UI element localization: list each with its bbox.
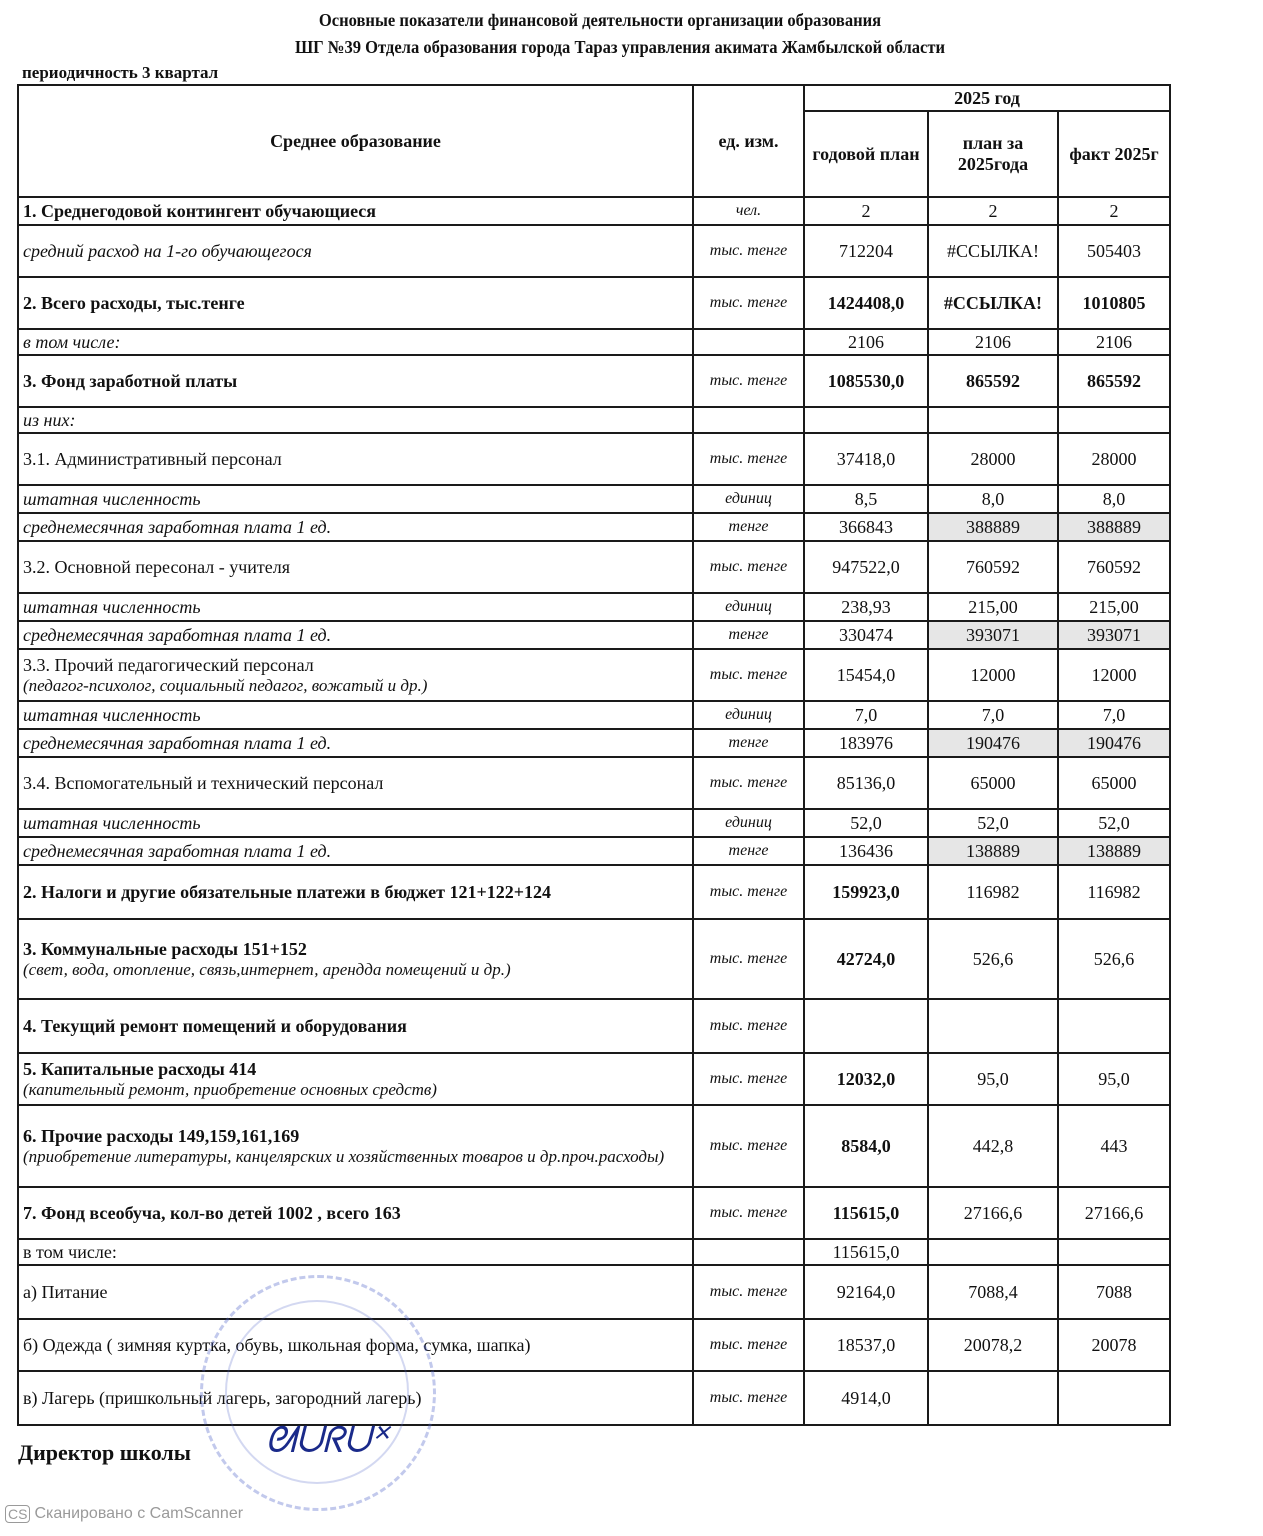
row-label-text: а) Питание	[23, 1281, 108, 1302]
row-label-note: (приобретение литературы, канцелярских и хозяйственных товаров и др.проч.расходы)	[23, 1146, 665, 1166]
row-label-text: 3. Коммунальные расходы 151+152	[23, 938, 307, 959]
fact-2025-cell: 138889	[1058, 837, 1170, 865]
row-label-text: 3.3. Прочий педагогический персонал	[23, 654, 314, 675]
annual-plan-cell: 15454,0	[804, 649, 928, 701]
fact-2025-cell: 215,00	[1058, 593, 1170, 621]
fact-2025-cell: 7,0	[1058, 701, 1170, 729]
annual-plan-cell	[804, 407, 928, 433]
row-label	[18, 355, 693, 407]
table-row	[18, 701, 1170, 729]
fact-2025-cell: 505403	[1058, 225, 1170, 277]
fact-2025-cell: 760592	[1058, 541, 1170, 593]
plan-2025-cell: 138889	[928, 837, 1058, 865]
unit-cell: тыс. тенге	[693, 541, 804, 593]
plan-2025-cell: 2106	[928, 329, 1058, 355]
row-label	[18, 919, 693, 999]
table-row	[18, 649, 1170, 701]
unit-cell	[693, 1239, 804, 1265]
table-row	[18, 277, 1170, 329]
plan-2025-cell: 28000	[928, 433, 1058, 485]
table-row	[18, 485, 1170, 513]
header-plan-2025: план за 2025года	[928, 111, 1058, 197]
row-label	[18, 197, 693, 225]
table-row	[18, 757, 1170, 809]
plan-2025-cell	[928, 1371, 1058, 1425]
annual-plan-cell: 12032,0	[804, 1053, 928, 1105]
fact-2025-cell: 443	[1058, 1105, 1170, 1187]
row-label-note: (капительный ремонт, приобретение основных средств)	[23, 1079, 437, 1099]
plan-2025-cell: 116982	[928, 865, 1058, 919]
plan-2025-cell: 215,00	[928, 593, 1058, 621]
annual-plan-cell: 1085530,0	[804, 355, 928, 407]
unit-cell: тыс. тенге	[693, 1053, 804, 1105]
row-label-note: (педагог-психолог, социальный педагог, вожатый и др.)	[23, 675, 428, 695]
unit-cell: тенге	[693, 729, 804, 757]
annual-plan-cell	[804, 999, 928, 1053]
plan-2025-cell: 52,0	[928, 809, 1058, 837]
table-row	[18, 1239, 1170, 1265]
row-label	[18, 433, 693, 485]
unit-cell: единиц	[693, 701, 804, 729]
unit-cell	[693, 407, 804, 433]
unit-cell: тыс. тенге	[693, 757, 804, 809]
fact-2025-cell: 12000	[1058, 649, 1170, 701]
fact-2025-cell: 526,6	[1058, 919, 1170, 999]
table-row	[18, 919, 1170, 999]
table-row	[18, 197, 1170, 225]
camscanner-logo-icon: CS	[5, 1505, 30, 1523]
unit-cell: тыс. тенге	[693, 1371, 804, 1425]
annual-plan-cell: 238,93	[804, 593, 928, 621]
fact-2025-cell: 65000	[1058, 757, 1170, 809]
annual-plan-cell: 18537,0	[804, 1319, 928, 1371]
plan-2025-cell: 2	[928, 197, 1058, 225]
row-label	[18, 541, 693, 593]
annual-plan-cell: 92164,0	[804, 1265, 928, 1319]
row-label-text: штатная численность	[23, 812, 201, 833]
periodicity-label: периодичность 3 квартал	[22, 63, 219, 82]
unit-cell: единиц	[693, 593, 804, 621]
row-label-text: среднемесячная заработная плата 1 ед.	[23, 840, 332, 861]
unit-cell: тыс. тенге	[693, 1319, 804, 1371]
fact-2025-cell: 27166,6	[1058, 1187, 1170, 1239]
row-label-text: штатная численность	[23, 488, 201, 509]
table-row	[18, 593, 1170, 621]
annual-plan-cell: 366843	[804, 513, 928, 541]
row-label-text: 3.1. Административный персонал	[23, 448, 282, 469]
plan-2025-cell	[928, 1239, 1058, 1265]
header-year-group: 2025 год	[804, 85, 1170, 111]
row-label	[18, 837, 693, 865]
table-row	[18, 837, 1170, 865]
unit-cell: тенге	[693, 513, 804, 541]
plan-2025-cell: 393071	[928, 621, 1058, 649]
annual-plan-cell: 85136,0	[804, 757, 928, 809]
unit-cell: тыс. тенге	[693, 649, 804, 701]
row-label-text: 2. Налоги и другие обязательные платежи в бюджет 121+122+124	[23, 881, 551, 902]
row-label	[18, 1187, 693, 1239]
row-label-text: 4. Текущий ремонт помещений и оборудования	[23, 1015, 407, 1036]
fact-2025-cell	[1058, 407, 1170, 433]
header-category: Среднее образование	[18, 85, 693, 197]
annual-plan-cell: 8,5	[804, 485, 928, 513]
unit-cell: тыс. тенге	[693, 277, 804, 329]
fact-2025-cell: 2	[1058, 197, 1170, 225]
row-label-text: среднемесячная заработная плата 1 ед.	[23, 732, 332, 753]
annual-plan-cell: 712204	[804, 225, 928, 277]
director-signature: ᘛᑌᖇᑌᕁ	[265, 1420, 387, 1461]
fact-2025-cell: 388889	[1058, 513, 1170, 541]
unit-cell: тыс. тенге	[693, 1105, 804, 1187]
row-label-text: 6. Прочие расходы 149,159,161,169	[23, 1125, 300, 1146]
unit-cell	[693, 329, 804, 355]
table-row	[18, 809, 1170, 837]
fact-2025-cell: 393071	[1058, 621, 1170, 649]
fact-2025-cell: 8,0	[1058, 485, 1170, 513]
unit-cell: тенге	[693, 621, 804, 649]
fact-2025-cell: 865592	[1058, 355, 1170, 407]
plan-2025-cell: 190476	[928, 729, 1058, 757]
annual-plan-cell: 2	[804, 197, 928, 225]
plan-2025-cell: 95,0	[928, 1053, 1058, 1105]
plan-2025-cell	[928, 407, 1058, 433]
row-label-text: 7. Фонд всеобуча, кол-во детей 1002 , всего 163	[23, 1202, 401, 1223]
fact-2025-cell: 7088	[1058, 1265, 1170, 1319]
header-unit: ед. изм.	[693, 85, 804, 197]
table-row	[18, 729, 1170, 757]
unit-cell: тыс. тенге	[693, 433, 804, 485]
annual-plan-cell: 136436	[804, 837, 928, 865]
plan-2025-cell: 865592	[928, 355, 1058, 407]
camscanner-text: Сканировано с CamScanner	[34, 1505, 244, 1522]
table-row	[18, 225, 1170, 277]
table-row	[18, 355, 1170, 407]
row-label	[18, 649, 693, 701]
row-label	[18, 621, 693, 649]
plan-2025-cell: 388889	[928, 513, 1058, 541]
fact-2025-cell: 28000	[1058, 433, 1170, 485]
unit-cell: единиц	[693, 809, 804, 837]
document-title-line1: Основные показатели финансовой деятельности организации образования	[318, 10, 882, 30]
row-label-note: (свет, вода, отопление, связь,интернет, арендда помещений и др.)	[23, 959, 511, 979]
annual-plan-cell: 8584,0	[804, 1105, 928, 1187]
plan-2025-cell: 12000	[928, 649, 1058, 701]
row-label	[18, 593, 693, 621]
fact-2025-cell	[1058, 1239, 1170, 1265]
document-title-line2: ШГ №39 Отдела образования города Тараз управления акимата Жамбылской области	[294, 37, 946, 57]
financial-indicators-table	[17, 84, 1171, 1426]
unit-cell: тыс. тенге	[693, 865, 804, 919]
plan-2025-cell: 526,6	[928, 919, 1058, 999]
fact-2025-cell: 116982	[1058, 865, 1170, 919]
row-label-text: среднемесячная заработная плата 1 ед.	[23, 624, 332, 645]
unit-cell: тенге	[693, 837, 804, 865]
row-label-text: 3.2. Основной пересонал - учителя	[23, 556, 290, 577]
table-row	[18, 1265, 1170, 1319]
annual-plan-cell: 2106	[804, 329, 928, 355]
unit-cell: тыс. тенге	[693, 225, 804, 277]
plan-2025-cell: 760592	[928, 541, 1058, 593]
fact-2025-cell: 20078	[1058, 1319, 1170, 1371]
row-label-text: из них:	[23, 409, 76, 430]
row-label	[18, 485, 693, 513]
annual-plan-cell: 947522,0	[804, 541, 928, 593]
row-label-text: в том числе:	[23, 331, 121, 352]
fact-2025-cell: 190476	[1058, 729, 1170, 757]
table-row	[18, 621, 1170, 649]
fact-2025-cell	[1058, 1371, 1170, 1425]
row-label	[18, 999, 693, 1053]
table-row	[18, 433, 1170, 485]
row-label-text: 3.4. Вспомогательный и технический персонал	[23, 772, 384, 793]
annual-plan-cell: 7,0	[804, 701, 928, 729]
table-row	[18, 865, 1170, 919]
row-label	[18, 1105, 693, 1187]
row-label	[18, 277, 693, 329]
row-label	[18, 513, 693, 541]
table-row	[18, 329, 1170, 355]
director-label: Директор школы	[18, 1440, 191, 1465]
annual-plan-cell: 159923,0	[804, 865, 928, 919]
plan-2025-cell: 442,8	[928, 1105, 1058, 1187]
plan-2025-cell: #ССЫЛКА!	[928, 277, 1058, 329]
annual-plan-cell: 330474	[804, 621, 928, 649]
plan-2025-cell: #ССЫЛКА!	[928, 225, 1058, 277]
row-label-text: 2. Всего расходы, тыс.тенге	[23, 292, 245, 313]
unit-cell: тыс. тенге	[693, 919, 804, 999]
unit-cell: тыс. тенге	[693, 1265, 804, 1319]
plan-2025-cell: 27166,6	[928, 1187, 1058, 1239]
plan-2025-cell: 65000	[928, 757, 1058, 809]
row-label	[18, 1053, 693, 1105]
table-row	[18, 1371, 1170, 1425]
row-label	[18, 701, 693, 729]
row-label-text: среднемесячная заработная плата 1 ед.	[23, 516, 332, 537]
unit-cell: чел.	[693, 197, 804, 225]
row-label	[18, 329, 693, 355]
row-label-text: в том числе:	[23, 1241, 117, 1262]
unit-cell: единиц	[693, 485, 804, 513]
fact-2025-cell: 52,0	[1058, 809, 1170, 837]
table-row	[18, 1105, 1170, 1187]
fact-2025-cell: 95,0	[1058, 1053, 1170, 1105]
header-fact-2025: факт 2025г	[1058, 111, 1170, 197]
table-row	[18, 407, 1170, 433]
camscanner-watermark	[5, 1505, 243, 1523]
table-row	[18, 1053, 1170, 1105]
unit-cell: тыс. тенге	[693, 999, 804, 1053]
table-row	[18, 513, 1170, 541]
table-row	[18, 999, 1170, 1053]
row-label	[18, 1239, 693, 1265]
annual-plan-cell: 42724,0	[804, 919, 928, 999]
plan-2025-cell: 7,0	[928, 701, 1058, 729]
plan-2025-cell: 20078,2	[928, 1319, 1058, 1371]
table-row	[18, 1319, 1170, 1371]
row-label-text: 3. Фонд заработной платы	[23, 370, 238, 391]
row-label	[18, 809, 693, 837]
plan-2025-cell	[928, 999, 1058, 1053]
annual-plan-cell: 115615,0	[804, 1187, 928, 1239]
table-row	[18, 541, 1170, 593]
row-label-text: 1. Среднегодовой контингент обучающиеся	[23, 200, 377, 221]
row-label-text: б) Одежда ( зимняя куртка, обувь, школьная форма, сумка, шапка)	[23, 1334, 531, 1355]
row-label-text: штатная численность	[23, 704, 201, 725]
table-row	[18, 1187, 1170, 1239]
annual-plan-cell: 37418,0	[804, 433, 928, 485]
unit-cell: тыс. тенге	[693, 355, 804, 407]
row-label-text: штатная численность	[23, 596, 201, 617]
plan-2025-cell: 8,0	[928, 485, 1058, 513]
row-label	[18, 407, 693, 433]
row-label-text: 5. Капитальные расходы 414	[23, 1058, 257, 1079]
row-label-text: средний расход на 1-го обучающегося	[23, 240, 312, 261]
row-label-text: в) Лагерь (пришкольный лагерь, загородний лагерь)	[23, 1387, 422, 1408]
plan-2025-cell: 7088,4	[928, 1265, 1058, 1319]
row-label	[18, 865, 693, 919]
annual-plan-cell: 4914,0	[804, 1371, 928, 1425]
fact-2025-cell: 1010805	[1058, 277, 1170, 329]
annual-plan-cell: 115615,0	[804, 1239, 928, 1265]
row-label	[18, 225, 693, 277]
row-label	[18, 729, 693, 757]
annual-plan-cell: 1424408,0	[804, 277, 928, 329]
unit-cell: тыс. тенге	[693, 1187, 804, 1239]
header-annual-plan: годовой план	[804, 111, 928, 197]
annual-plan-cell: 183976	[804, 729, 928, 757]
annual-plan-cell: 52,0	[804, 809, 928, 837]
fact-2025-cell	[1058, 999, 1170, 1053]
fact-2025-cell: 2106	[1058, 329, 1170, 355]
row-label	[18, 757, 693, 809]
